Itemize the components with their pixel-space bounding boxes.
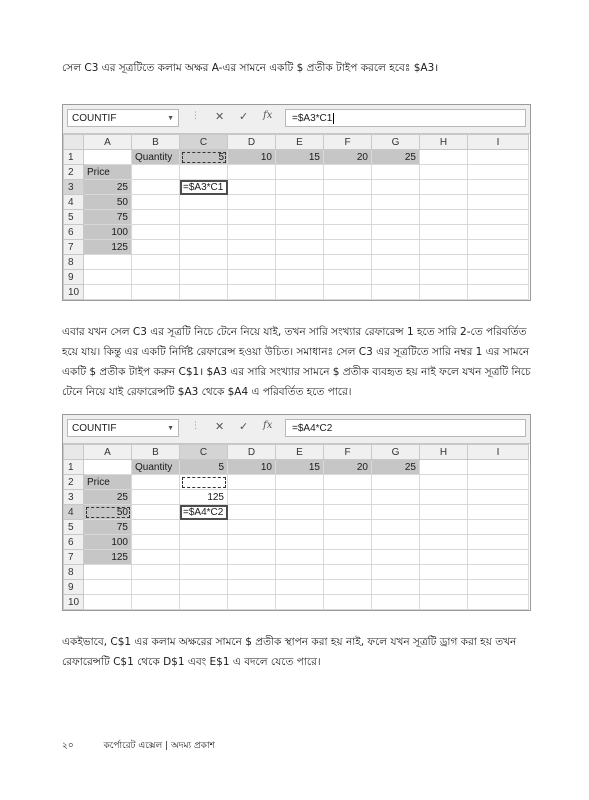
cell[interactable] (468, 595, 529, 610)
cell[interactable] (372, 210, 420, 225)
column-header[interactable]: F (324, 445, 372, 460)
cell[interactable] (228, 565, 276, 580)
cell[interactable]: 125 (84, 550, 132, 565)
cell[interactable] (420, 595, 468, 610)
cell[interactable] (420, 225, 468, 240)
grip-icon: ⋮ (191, 421, 200, 431)
cell[interactable] (420, 285, 468, 300)
cell[interactable]: 20 (324, 460, 372, 475)
table-row (64, 225, 529, 240)
formula-bar (63, 105, 530, 134)
cell[interactable] (228, 505, 276, 520)
cell[interactable] (132, 505, 180, 520)
row-header[interactable]: 9 (64, 270, 84, 285)
table-row (64, 165, 529, 180)
cell[interactable] (84, 285, 132, 300)
cell[interactable] (276, 255, 324, 270)
cell[interactable] (420, 520, 468, 535)
text-line: এবার যখন সেল C3 এর সূত্রটি নিচে টেনে নিয়ে যাই, তখন সারি সংখ্যার রেফারেন্স 1 হতে সারি 2-তে পরিবর্তিত (62, 326, 527, 338)
cell[interactable] (468, 180, 529, 195)
row-header[interactable]: 2 (64, 475, 84, 490)
cell[interactable] (228, 255, 276, 270)
cancel-icon[interactable]: ✕ (215, 110, 225, 123)
cell[interactable] (228, 225, 276, 240)
column-header[interactable]: I (468, 445, 529, 460)
cell[interactable] (468, 270, 529, 285)
cell[interactable]: 10 (228, 460, 276, 475)
row-header[interactable]: 8 (64, 255, 84, 270)
cell[interactable] (132, 285, 180, 300)
cell[interactable] (372, 165, 420, 180)
select-all-corner[interactable] (64, 135, 84, 150)
cell[interactable] (276, 595, 324, 610)
table-row (64, 550, 529, 565)
cell[interactable] (468, 240, 529, 255)
cell[interactable]: Quantity (132, 460, 180, 475)
cell[interactable] (132, 550, 180, 565)
cell[interactable] (324, 580, 372, 595)
table-row (64, 180, 529, 195)
column-header[interactable]: H (420, 445, 468, 460)
cell[interactable] (468, 195, 529, 210)
explanation-paragraph (62, 322, 532, 402)
table-row (64, 520, 529, 535)
cell[interactable] (132, 595, 180, 610)
cell[interactable] (420, 505, 468, 520)
name-box[interactable]: COUNTIF ▼ (67, 419, 179, 437)
intro-paragraph (62, 58, 532, 78)
cell[interactable] (180, 195, 228, 210)
table-row (64, 535, 529, 550)
row-header[interactable]: 1 (64, 460, 84, 475)
cell[interactable] (276, 475, 324, 490)
enter-icon[interactable]: ✓ (239, 110, 249, 123)
cell[interactable]: 25 (372, 150, 420, 165)
row-header[interactable]: 3 (64, 180, 84, 195)
cell[interactable] (84, 565, 132, 580)
cell[interactable] (228, 490, 276, 505)
insert-function-icon[interactable]: fx (263, 110, 273, 121)
text-line: সেল C3 এর সূত্রটিতে কলাম অক্ষর A-এর সামনে একটি $ প্রতীক টাইপ করলে হবেঃ $A3। (62, 62, 439, 74)
cell[interactable] (420, 195, 468, 210)
cell[interactable] (468, 580, 529, 595)
cell[interactable]: Quantity (132, 150, 180, 165)
table-row (64, 475, 529, 490)
text-line: টেনে নিয়ে যাই রেফারেন্সটি $A3 থেকে $A4 এ পরিবর্তিত হতে পারে। (62, 386, 352, 398)
cell[interactable] (228, 270, 276, 285)
table-row (64, 255, 529, 270)
cell[interactable] (372, 270, 420, 285)
row-header[interactable]: 1 (64, 150, 84, 165)
formula-bar (63, 415, 530, 444)
cell[interactable] (180, 240, 228, 255)
cell[interactable]: 25 (84, 180, 132, 195)
cell[interactable] (420, 180, 468, 195)
row-header[interactable]: 6 (64, 535, 84, 550)
table-row (64, 460, 529, 475)
cell[interactable] (180, 255, 228, 270)
cell[interactable] (468, 520, 529, 535)
cell[interactable] (468, 490, 529, 505)
cell[interactable]: 25 (84, 490, 132, 505)
page-number: ২০ (62, 741, 74, 751)
cell[interactable]: =$A4*C2 (180, 505, 228, 520)
cell[interactable] (420, 535, 468, 550)
cell[interactable]: 125 (84, 240, 132, 255)
cell[interactable] (324, 240, 372, 255)
cell[interactable]: 75 (84, 520, 132, 535)
cell[interactable] (420, 255, 468, 270)
cell[interactable] (468, 460, 529, 475)
cell[interactable] (468, 255, 529, 270)
cell[interactable]: 100 (84, 535, 132, 550)
cell[interactable] (324, 490, 372, 505)
enter-icon[interactable]: ✓ (239, 420, 249, 433)
cell[interactable] (420, 460, 468, 475)
cell[interactable] (132, 475, 180, 490)
cell[interactable] (468, 475, 529, 490)
cell[interactable] (84, 255, 132, 270)
row-header[interactable]: 7 (64, 240, 84, 255)
cell[interactable] (420, 565, 468, 580)
text-line: একটি $ প্রতীক টাইপ করুন C$1। $A3 এর সারি সংখ্যার সামনে $ প্রতীক ব্যবহৃত হয় নাই ফলে যখন সূত্রটি নিচে (62, 366, 531, 378)
cell[interactable] (276, 520, 324, 535)
cell[interactable] (132, 225, 180, 240)
dropdown-arrow-icon[interactable]: ▼ (167, 115, 174, 122)
table-row (64, 270, 529, 285)
cell[interactable] (468, 150, 529, 165)
closing-paragraph (62, 632, 532, 672)
cell[interactable] (372, 505, 420, 520)
cell[interactable] (324, 210, 372, 225)
cell[interactable]: 5 (180, 460, 228, 475)
cell[interactable]: =$A3*C1 (180, 180, 228, 195)
table-row (64, 505, 529, 520)
cell[interactable] (276, 285, 324, 300)
cell[interactable] (468, 565, 529, 580)
table-row (64, 580, 529, 595)
cell[interactable] (324, 180, 372, 195)
cell[interactable] (228, 165, 276, 180)
cell[interactable]: Price (84, 475, 132, 490)
row-header[interactable]: 7 (64, 550, 84, 565)
cell[interactable] (84, 150, 132, 165)
column-header[interactable]: D (228, 445, 276, 460)
cell[interactable] (324, 270, 372, 285)
table-row (64, 195, 529, 210)
cell[interactable] (228, 595, 276, 610)
cell[interactable] (84, 595, 132, 610)
cell[interactable] (84, 270, 132, 285)
cell[interactable]: Price (84, 165, 132, 180)
cell[interactable] (276, 505, 324, 520)
column-header[interactable]: E (276, 135, 324, 150)
cell[interactable] (228, 475, 276, 490)
cell[interactable] (132, 195, 180, 210)
cell[interactable] (180, 475, 228, 490)
row-header[interactable]: 5 (64, 210, 84, 225)
cell[interactable] (324, 195, 372, 210)
excel-screenshot-1 (62, 104, 531, 301)
column-header[interactable]: G (372, 135, 420, 150)
cell[interactable] (324, 225, 372, 240)
cell[interactable] (132, 520, 180, 535)
cell[interactable] (372, 475, 420, 490)
cell[interactable] (132, 240, 180, 255)
cell[interactable] (228, 240, 276, 255)
cell[interactable]: 50 (84, 195, 132, 210)
column-header[interactable]: E (276, 445, 324, 460)
cell[interactable] (324, 165, 372, 180)
column-header[interactable]: H (420, 135, 468, 150)
text-line: একইভাবে, C$1 এর কলাম অক্ষরের সামনে $ প্রতীক স্থাপন করা হয় নাই, ফলে যখন সূত্রটি ড্রাগ করা হয় তখন (62, 636, 517, 648)
cell[interactable] (180, 165, 228, 180)
cell[interactable] (180, 520, 228, 535)
cell[interactable] (276, 580, 324, 595)
cell[interactable] (372, 595, 420, 610)
page-footer (62, 738, 215, 753)
cell[interactable] (180, 210, 228, 225)
cell[interactable] (420, 580, 468, 595)
cell[interactable] (420, 475, 468, 490)
cell[interactable]: 15 (276, 150, 324, 165)
cell[interactable] (372, 195, 420, 210)
cell[interactable] (276, 490, 324, 505)
column-header[interactable]: G (372, 445, 420, 460)
cell[interactable] (468, 535, 529, 550)
cell[interactable] (132, 180, 180, 195)
cell[interactable] (372, 550, 420, 565)
text-cursor (333, 113, 334, 124)
cell[interactable] (228, 195, 276, 210)
row-header[interactable]: 6 (64, 225, 84, 240)
cell[interactable] (228, 180, 276, 195)
text-line: রেফারেন্সটি C$1 থেকে D$1 এবং E$1 এ বদলে যেতে পারে। (62, 656, 321, 668)
column-header[interactable]: C (180, 135, 228, 150)
cell[interactable] (276, 535, 324, 550)
row-header[interactable]: 10 (64, 285, 84, 300)
cell[interactable] (180, 580, 228, 595)
cell[interactable] (372, 565, 420, 580)
column-header[interactable]: D (228, 135, 276, 150)
cell[interactable] (84, 460, 132, 475)
column-header[interactable]: C (180, 445, 228, 460)
grip-icon: ⋮ (191, 111, 200, 121)
cell[interactable] (276, 180, 324, 195)
cell[interactable] (132, 490, 180, 505)
cell[interactable] (324, 255, 372, 270)
cell[interactable]: 100 (84, 225, 132, 240)
cell[interactable] (132, 580, 180, 595)
cell[interactable] (372, 520, 420, 535)
cell[interactable] (324, 595, 372, 610)
cell[interactable] (84, 580, 132, 595)
table-row (64, 565, 529, 580)
cell[interactable] (324, 535, 372, 550)
row-header[interactable]: 2 (64, 165, 84, 180)
cell[interactable] (180, 550, 228, 565)
row-header[interactable]: 5 (64, 520, 84, 535)
cell[interactable] (372, 535, 420, 550)
cell[interactable] (228, 580, 276, 595)
row-header[interactable]: 4 (64, 195, 84, 210)
cell[interactable] (324, 550, 372, 565)
formula-input[interactable]: =$A4*C2 (285, 419, 526, 437)
cell[interactable] (420, 240, 468, 255)
cell[interactable] (324, 475, 372, 490)
cell[interactable] (180, 595, 228, 610)
cell[interactable] (324, 505, 372, 520)
cell[interactable]: 75 (84, 210, 132, 225)
cell[interactable] (468, 285, 529, 300)
cell[interactable] (276, 270, 324, 285)
column-header[interactable]: I (468, 135, 529, 150)
cell[interactable] (420, 490, 468, 505)
cell[interactable] (180, 225, 228, 240)
cell[interactable]: 20 (324, 150, 372, 165)
cell[interactable] (372, 240, 420, 255)
cell[interactable] (420, 150, 468, 165)
row-header[interactable]: 8 (64, 565, 84, 580)
cell[interactable] (420, 550, 468, 565)
cell[interactable] (420, 165, 468, 180)
cell[interactable]: 15 (276, 460, 324, 475)
cell[interactable] (372, 225, 420, 240)
cell[interactable] (372, 255, 420, 270)
cell[interactable]: 125 (180, 490, 228, 505)
cell[interactable] (132, 210, 180, 225)
cell[interactable] (132, 270, 180, 285)
cell[interactable]: 5 (180, 150, 228, 165)
cell[interactable] (468, 225, 529, 240)
cell[interactable] (468, 550, 529, 565)
cell-grid[interactable] (63, 444, 529, 610)
cell[interactable] (324, 565, 372, 580)
table-row (64, 595, 529, 610)
cancel-icon[interactable]: ✕ (215, 420, 225, 433)
book-title: কর্পোরেট এক্সেল | অদম্য প্রকাশ (103, 741, 215, 751)
cell[interactable]: 50 (84, 505, 132, 520)
column-header[interactable]: F (324, 135, 372, 150)
cell[interactable]: 25 (372, 460, 420, 475)
insert-function-icon[interactable]: fx (263, 420, 273, 431)
cell[interactable] (372, 285, 420, 300)
cell[interactable] (324, 285, 372, 300)
column-header[interactable]: B (132, 135, 180, 150)
cell[interactable] (420, 270, 468, 285)
cell[interactable] (324, 520, 372, 535)
excel-screenshot-2 (62, 414, 531, 611)
select-all-corner[interactable] (64, 445, 84, 460)
cell[interactable] (468, 165, 529, 180)
table-row (64, 210, 529, 225)
cell[interactable] (228, 520, 276, 535)
cell[interactable] (276, 195, 324, 210)
cell[interactable] (372, 180, 420, 195)
cell[interactable] (276, 225, 324, 240)
cell[interactable] (276, 240, 324, 255)
cell[interactable] (372, 580, 420, 595)
cell[interactable] (180, 270, 228, 285)
dropdown-arrow-icon[interactable]: ▼ (167, 425, 174, 432)
cell[interactable] (228, 550, 276, 565)
cell[interactable] (132, 565, 180, 580)
cell[interactable] (180, 285, 228, 300)
cell[interactable] (276, 565, 324, 580)
row-header[interactable]: 10 (64, 595, 84, 610)
cell[interactable] (180, 535, 228, 550)
column-header[interactable]: A (84, 445, 132, 460)
cell[interactable] (132, 255, 180, 270)
cell[interactable] (276, 550, 324, 565)
text-line: হয়ে যায়। কিন্তু এর একটি নির্দিষ্ট রেফারেন্স হওয়া উচিত। সমাধানঃ সেল C3 এর সূত্রটিতে সারি নম্বর 1 এর সামনে (62, 346, 530, 358)
row-header[interactable]: 3 (64, 490, 84, 505)
cell[interactable] (180, 565, 228, 580)
cell[interactable] (228, 210, 276, 225)
cell[interactable] (228, 285, 276, 300)
cell[interactable] (468, 210, 529, 225)
table-row (64, 285, 529, 300)
row-header[interactable]: 9 (64, 580, 84, 595)
column-header[interactable]: B (132, 445, 180, 460)
row-header[interactable]: 4 (64, 505, 84, 520)
table-row (64, 150, 529, 165)
cell[interactable]: 10 (228, 150, 276, 165)
name-box[interactable]: COUNTIF ▼ (67, 109, 179, 127)
cell[interactable] (468, 505, 529, 520)
table-row (64, 490, 529, 505)
cell[interactable] (228, 535, 276, 550)
cell[interactable] (420, 210, 468, 225)
cell[interactable] (276, 165, 324, 180)
cell-grid[interactable] (63, 134, 529, 300)
cell[interactable] (132, 165, 180, 180)
cell[interactable] (372, 490, 420, 505)
column-header[interactable]: A (84, 135, 132, 150)
table-row (64, 240, 529, 255)
formula-input[interactable]: =$A3*C1 (285, 109, 526, 127)
cell[interactable] (132, 535, 180, 550)
cell[interactable] (276, 210, 324, 225)
